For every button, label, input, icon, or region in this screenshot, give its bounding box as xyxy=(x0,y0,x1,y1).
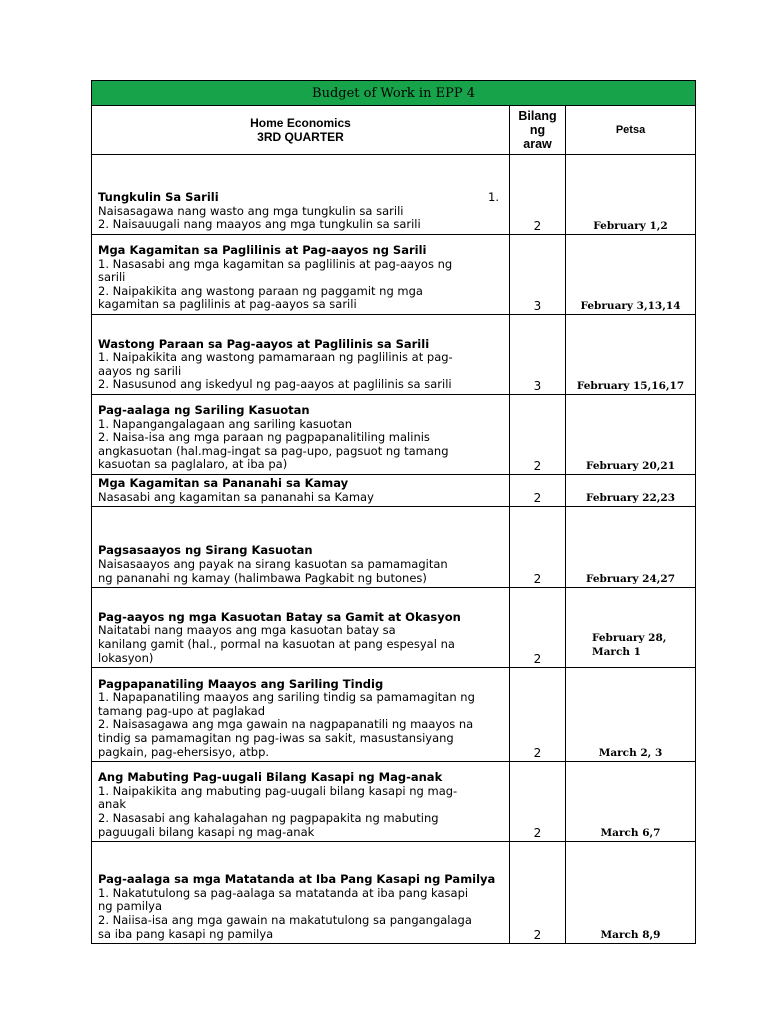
competency-line: angkasuotan (hal.mag-ingat sa pag-upo, pagsuot ng tamang xyxy=(98,443,449,458)
budget-table xyxy=(91,80,696,944)
days-cell: 2 xyxy=(510,395,566,475)
competency-line: kanilang gamit (hal., pormal na kasuotan at pang espesyal na xyxy=(98,637,455,651)
competency-line: 2. Naisa-isa ang mga paraan ng pagpapanalitiling malinis xyxy=(98,430,430,445)
topic-cell xyxy=(92,588,510,668)
topic-title: Mga Kagamitan sa Pananahi sa Kamay xyxy=(98,476,349,490)
competency-line: 2. Nasusunod ang iskedyul ng pag-aayos at paglilinis sa sarili xyxy=(98,377,452,392)
topic-title: Mga Kagamitan sa Paglilinis at Pag-aayos ng Sarili xyxy=(98,243,427,258)
date-header-label: Petsa xyxy=(615,124,646,136)
date-line: March 2, 3 xyxy=(598,747,663,760)
date-line: February 1,2 xyxy=(593,220,668,232)
competency-line: 1. Naipakikita ang wastong pamamaraan ng paglilinis at pag- xyxy=(98,350,453,365)
date-cell xyxy=(566,588,696,668)
date-line: February 22,23 xyxy=(585,492,676,505)
days-header-line2: ng xyxy=(529,123,546,137)
table-row xyxy=(92,842,696,944)
table-row xyxy=(92,507,696,588)
date-cell xyxy=(566,155,696,235)
competency-line: 1. Napapanatiling maayos ang sariling tindig sa pamamagitan ng xyxy=(98,690,475,705)
topic-cell xyxy=(92,668,510,762)
date-header xyxy=(566,106,696,155)
days-cell: 2 xyxy=(510,842,566,944)
days-cell: 3 xyxy=(510,235,566,315)
days-cell: 2 xyxy=(510,475,566,507)
header-row xyxy=(92,106,696,155)
competency-line: sarili xyxy=(98,270,126,285)
competency-line: Naisasaayos ang payak na sirang kasuotan sa pamamagitan xyxy=(98,557,448,571)
date-line: March 8,9 xyxy=(600,929,661,942)
document-title: Budget of Work in EPP 4 xyxy=(92,81,696,106)
date-cell xyxy=(566,668,696,762)
days-cell: 2 xyxy=(510,588,566,668)
table-row xyxy=(92,315,696,395)
days-cell: 2 xyxy=(510,762,566,842)
topic-title: Pag-aalaga sa mga Matatanda at Iba Pang Kasapi ng Pamilya xyxy=(98,872,496,887)
competency-line: kagamitan sa paglilinis at pag-aayos sa sarili xyxy=(98,297,357,312)
days-header-line3: araw xyxy=(523,137,552,151)
days-header-line1: Bilang xyxy=(518,109,557,123)
table-row xyxy=(92,395,696,475)
table-row xyxy=(92,668,696,762)
table-row xyxy=(92,235,696,315)
topic-title: Tungkulin Sa Sarili xyxy=(98,190,219,205)
subject-header xyxy=(92,106,510,155)
date-cell xyxy=(566,315,696,395)
competency-line: ng pananahi ng kamay (halimbawa Pagkabit ng butones) xyxy=(98,570,427,585)
competency-line: pagkain, pag-ehersisyo, atbp. xyxy=(98,744,270,759)
date-line: February 28, xyxy=(592,632,667,645)
competency-line: anak xyxy=(98,797,127,812)
title-row xyxy=(92,81,696,106)
date-line: February 3,13,14 xyxy=(580,300,681,312)
topic-title: Wastong Paraan sa Pag-aayos at Paglilinis sa Sarili xyxy=(98,336,430,351)
date-line: March 6,7 xyxy=(600,827,661,840)
competency-line: aayos ng sarili xyxy=(98,363,182,378)
competency-line: 2. Nasasabi ang kahalagahan ng pagpapakita ng mabuting xyxy=(98,811,439,825)
competency-line: 1. Naipakikita ang mabuting pag-uugali bilang kasapi ng mag- xyxy=(98,783,458,798)
date-cell xyxy=(566,475,696,507)
table-row xyxy=(92,588,696,668)
topic-cell xyxy=(92,235,510,315)
competency-line: sa iba pang kasapi ng pamilya xyxy=(98,926,274,941)
budget-of-work-document xyxy=(91,80,695,944)
competency-line: 2. Naisauugali nang maayos ang mga tungkulin sa sarili xyxy=(98,217,421,232)
date-line: February 24,27 xyxy=(585,573,676,586)
competency-line: ng pamilya xyxy=(98,899,163,914)
subject-label: Home Economics xyxy=(250,116,351,130)
competency-line: Naisasagawa nang wasto ang mga tungkulin sa sarili xyxy=(98,203,404,218)
days-cell: 3 xyxy=(510,315,566,395)
topic-title: Pagpapanatiling Maayos ang Sariling Tindig xyxy=(98,676,384,691)
topic-cell xyxy=(92,762,510,842)
topic-title: Pag-aalaga ng Sariling Kasuotan xyxy=(98,403,310,418)
days-header xyxy=(510,106,566,155)
date-line: March 1 xyxy=(592,646,641,659)
competency-line: 2. Naiisa-isa ang mga gawain na makatutulong sa pangangalaga xyxy=(98,913,472,927)
topic-cell xyxy=(92,507,510,588)
topic-title: Pagsasaayos ng Sirang Kasuotan xyxy=(98,543,313,558)
topic-title: Pag-aayos ng mga Kasuotan Batay sa Gamit at Okasyon xyxy=(98,609,461,624)
competency-line: 1. Nasasabi ang mga kagamitan sa paglilinis at pag-aayos ng xyxy=(98,256,453,271)
competency-line: paguugali bilang kasapi ng mag-anak xyxy=(98,824,315,839)
topic-cell xyxy=(92,842,510,944)
competency-line: tindig sa pamamagitan ng pag-iwas sa sakit, masustansiyang xyxy=(98,731,454,745)
topic-title-line xyxy=(98,191,503,205)
date-line: February 15,16,17 xyxy=(576,380,685,392)
competency-line: tamang pag-upo at paglakad xyxy=(98,703,266,718)
competency-line: Nasasabi ang kagamitan sa pananahi sa Kamay xyxy=(98,489,374,504)
table-body xyxy=(92,155,696,944)
topic-cell xyxy=(92,155,510,235)
table-row xyxy=(92,762,696,842)
days-cell: 2 xyxy=(510,155,566,235)
date-line: February 20,21 xyxy=(585,460,676,472)
competency-line: 2. Naisasagawa ang mga gawain na nagpapanatili ng maayos na xyxy=(98,717,474,732)
competency-line: lokasyon) xyxy=(98,650,154,665)
table-row xyxy=(92,155,696,235)
date-cell xyxy=(566,842,696,944)
competency-line: kasuotan sa paglalaro, at iba pa) xyxy=(98,457,288,472)
topic-cell xyxy=(92,315,510,395)
competency-line: Naitatabi nang maayos ang mga kasuotan batay sa xyxy=(98,623,396,638)
date-cell xyxy=(566,762,696,842)
topic-title: Ang Mabuting Pag-uugali Bilang Kasapi ng Mag-anak xyxy=(98,770,443,785)
competency-line: 1. Napangangalagaan ang sariling kasuotan xyxy=(98,416,353,431)
topic-title-suffix: 1. xyxy=(488,190,499,205)
date-cell xyxy=(566,507,696,588)
days-cell: 2 xyxy=(510,668,566,762)
date-cell xyxy=(566,395,696,475)
table-row xyxy=(92,475,696,507)
days-cell: 2 xyxy=(510,507,566,588)
topic-cell xyxy=(92,395,510,475)
topic-cell xyxy=(92,475,510,507)
competency-line: 1. Nakatutulong sa pag-aalaga sa matatanda at iba pang kasapi xyxy=(98,885,469,900)
competency-line: 2. Naipakikita ang wastong paraan ng paggamit ng mga xyxy=(98,283,423,298)
date-cell xyxy=(566,235,696,315)
quarter-label: 3RD QUARTER xyxy=(257,130,344,144)
